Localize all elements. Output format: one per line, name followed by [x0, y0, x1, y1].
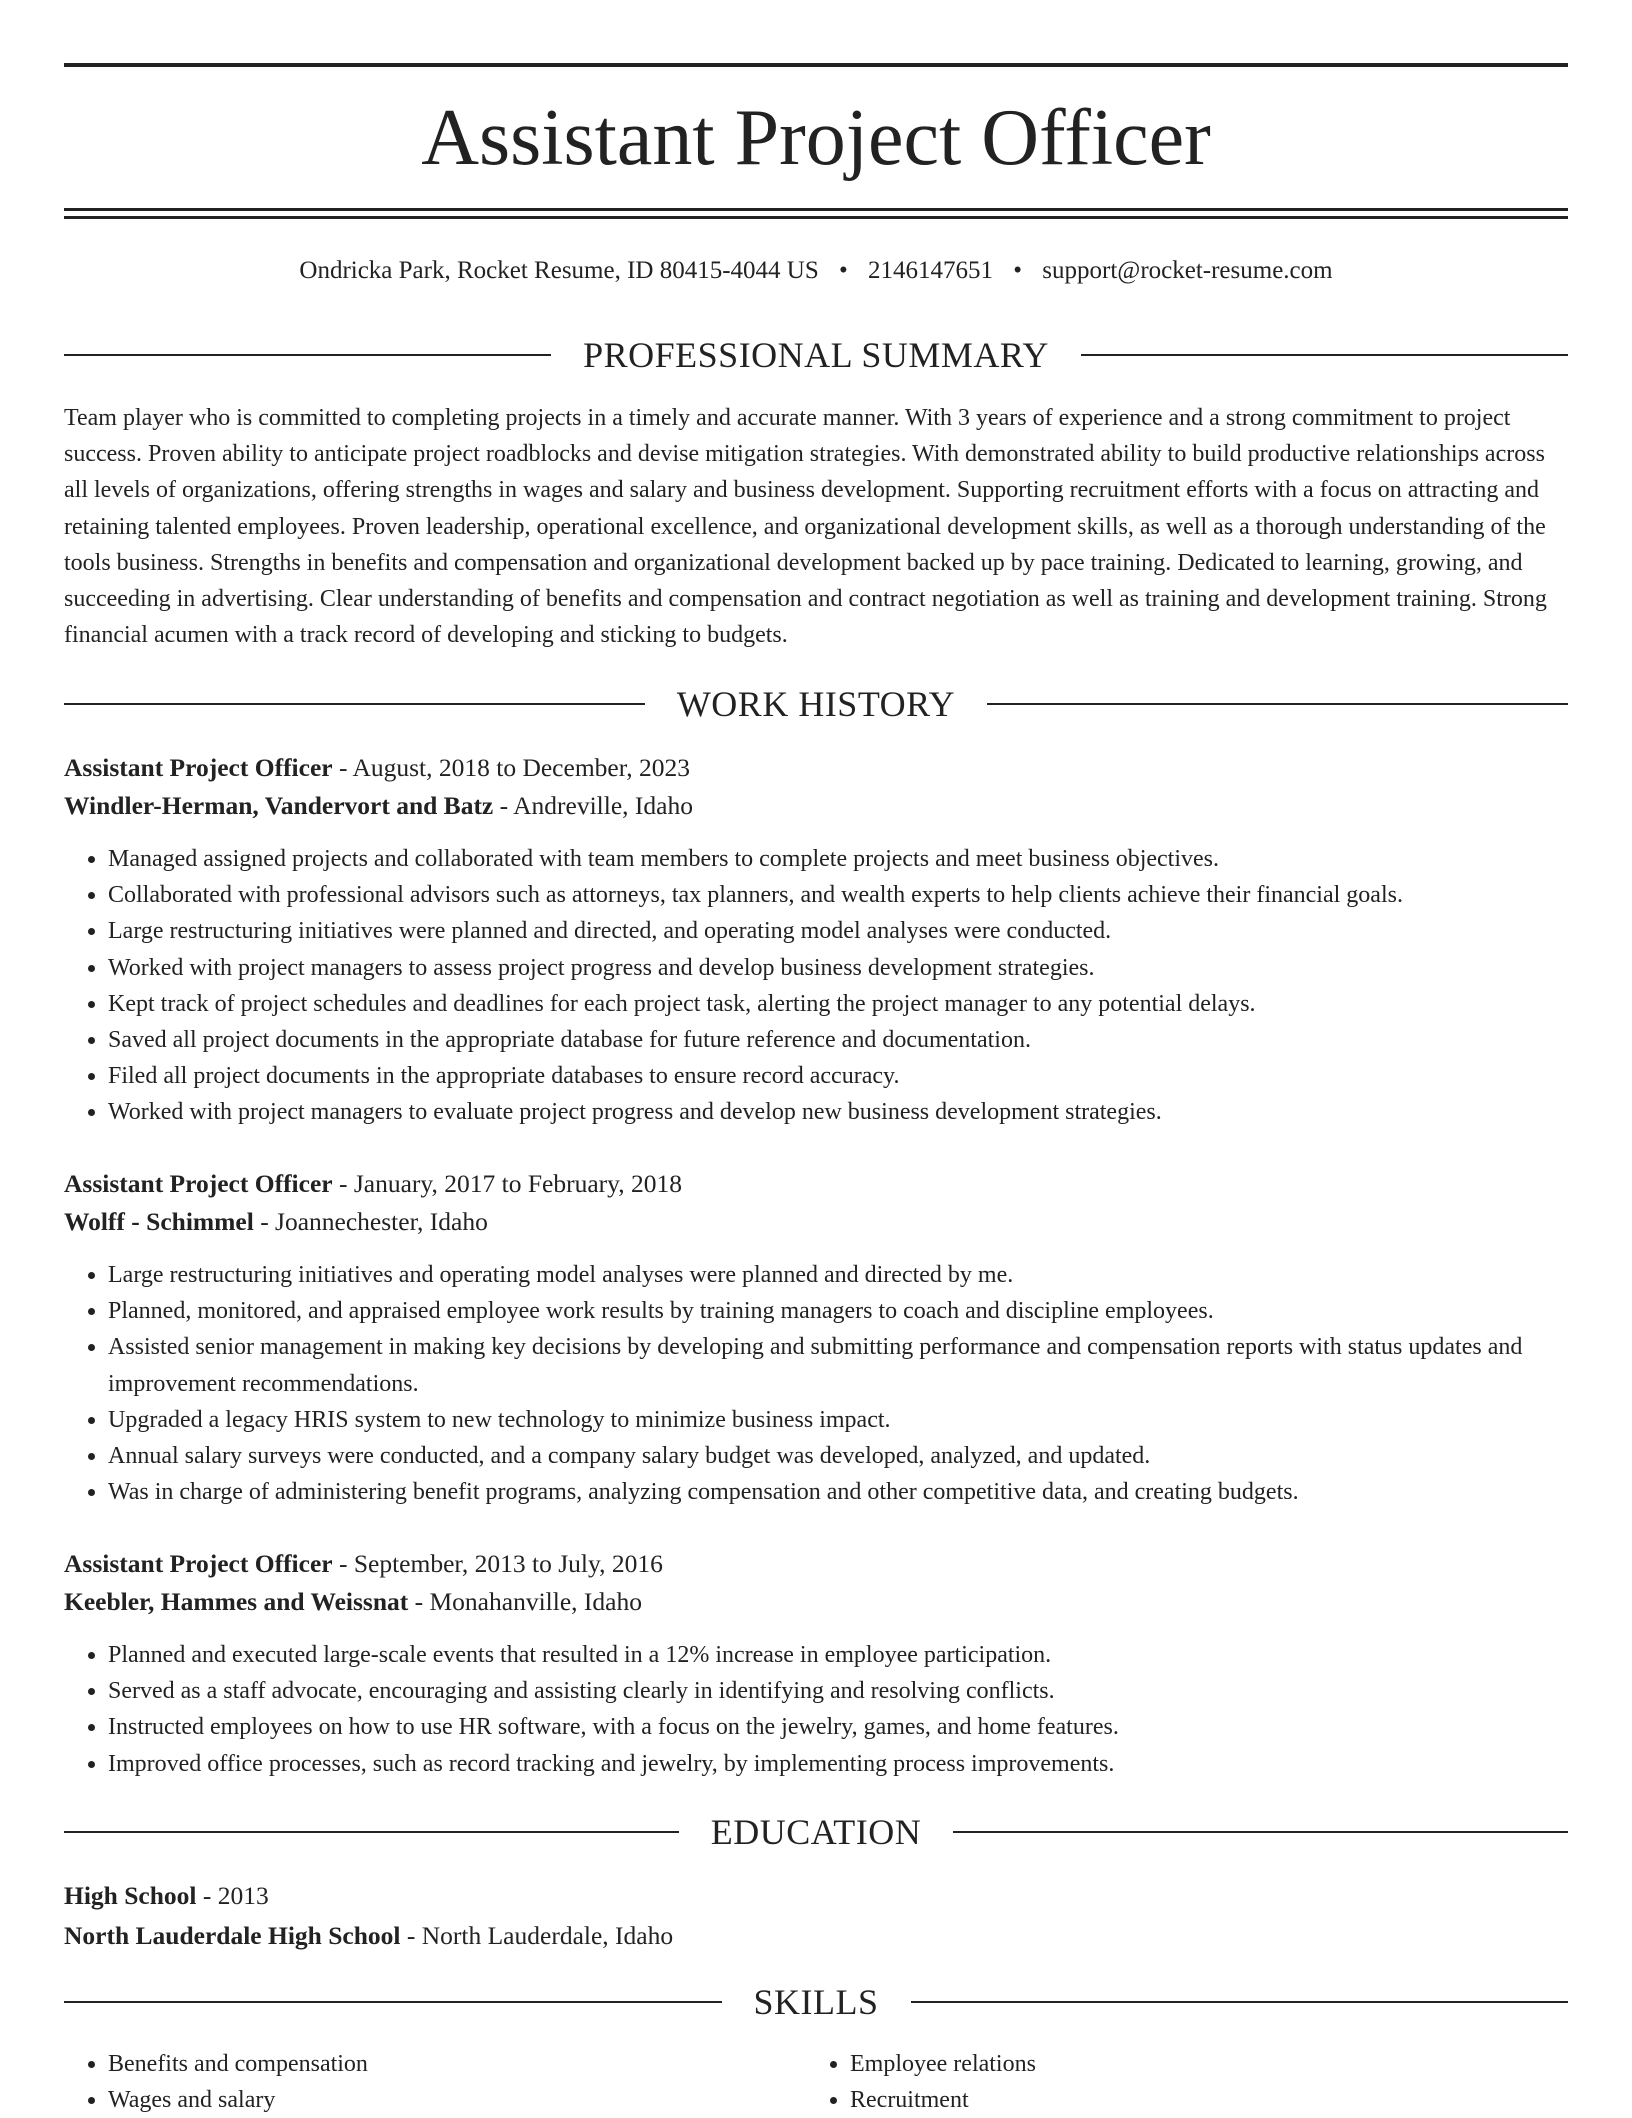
education-entry: [64, 1876, 1568, 1956]
contact-separator: •: [1013, 257, 1023, 284]
education-degree: High School: [64, 1881, 197, 1910]
list-item: • Instructed employees on how to use HR software, with a focus on the jewelry, games, and home features.: [108, 1709, 1568, 1745]
job-entry: [64, 749, 1568, 1131]
job-title: Assistant Project Officer: [64, 753, 333, 782]
job-dates: - September, 2013 to July, 2016: [332, 1549, 663, 1578]
divider: [64, 1831, 679, 1833]
job-entry: [64, 1165, 1568, 1510]
header-rule-2: [64, 216, 1568, 219]
list-item: • Collaborated with professional advisors such as attorneys, tax planners, and wealth experts to help clients achieve their financial goals.: [108, 877, 1568, 913]
job-entry: [64, 1545, 1568, 1782]
skills-list: [64, 2046, 1568, 2118]
education-year: - 2013: [196, 1881, 269, 1910]
job-company: Windler-Herman, Vandervort and Batz: [64, 791, 494, 820]
contact-separator: •: [839, 257, 848, 284]
list-item: • Large restructuring initiatives were planned and directed, and operating model analyses were conducted.: [108, 913, 1568, 949]
list-item: • Assisted senior management in making key decisions by developing and submitting performance and compensation reports with status updates and improvement recommendations.: [108, 1329, 1568, 1401]
list-item: • Annual salary surveys were conducted, and a company salary budget was developed, analyzed, and updated.: [108, 1438, 1568, 1474]
header-rule-1: [64, 208, 1568, 211]
list-item: • Planned, monitored, and appraised employee work results by training managers to coach and discipline employees.: [108, 1293, 1568, 1329]
job-company: Wolff - Schimmel: [64, 1207, 254, 1236]
skill-item: • Employee relations: [850, 2046, 1548, 2082]
job-location: - Monahanville, Idaho: [408, 1587, 642, 1616]
list-item: • Improved office processes, such as record tracking and jewelry, by implementing process improvements.: [108, 1746, 1568, 1782]
list-item: • Worked with project managers to assess project progress and develop business development strategies.: [108, 950, 1568, 986]
list-item: • Filed all project documents in the appropriate databases to ensure record accuracy.: [108, 1058, 1568, 1094]
contact-phone: 2146147651: [868, 257, 994, 284]
list-item: • Upgraded a legacy HRIS system to new technology to minimize business impact.: [108, 1402, 1568, 1438]
skill-item: • Recruitment: [850, 2082, 1548, 2118]
education-location: - North Lauderdale, Idaho: [400, 1921, 674, 1950]
list-item: • Served as a staff advocate, encouraging and assisting clearly in identifying and resolving conflicts.: [108, 1673, 1568, 1709]
contact-address: Ondricka Park, Rocket Resume, ID 80415-4044 US: [299, 257, 819, 284]
divider: [1081, 354, 1568, 356]
section-title: SKILLS: [753, 1982, 879, 2022]
job-bullets: [64, 841, 1568, 1131]
job-location: - Andreville, Idaho: [493, 791, 693, 820]
work-history-heading: [64, 684, 1568, 724]
list-item: • Large restructuring initiatives and operating model analyses were planned and directed by me.: [108, 1257, 1568, 1293]
summary-heading: [64, 335, 1568, 375]
skills-column-left: [64, 2046, 806, 2118]
divider: [953, 1831, 1568, 1833]
divider: [64, 703, 645, 705]
education-heading: [64, 1812, 1568, 1852]
divider: [64, 2001, 722, 2003]
job-dates: - January, 2017 to February, 2018: [332, 1169, 682, 1198]
section-title: WORK HISTORY: [676, 684, 956, 724]
resume-name: Assistant Project Officer: [421, 94, 1211, 182]
top-rule: [64, 63, 1568, 67]
skills-heading: [64, 1982, 1568, 2022]
divider: [64, 354, 551, 356]
skills-column-right: [806, 2046, 1548, 2118]
job-dates: - August, 2018 to December, 2023: [332, 753, 690, 782]
job-bullets: [64, 1637, 1568, 1782]
job-title: Assistant Project Officer: [64, 1549, 333, 1578]
list-item: • Was in charge of administering benefit programs, analyzing compensation and other competitive data, and creating budgets.: [108, 1474, 1568, 1510]
contact-line: [64, 254, 1568, 288]
skill-item: • Wages and salary: [108, 2082, 806, 2118]
job-bullets: [64, 1257, 1568, 1510]
list-item: • Kept track of project schedules and deadlines for each project task, alerting the project manager to any potential delays.: [108, 986, 1568, 1022]
section-title: EDUCATION: [710, 1812, 922, 1852]
divider: [987, 703, 1568, 705]
contact-email: support@rocket-resume.com: [1042, 257, 1333, 284]
skill-item: • Benefits and compensation: [108, 2046, 806, 2082]
divider: [911, 2001, 1569, 2003]
list-item: • Managed assigned projects and collaborated with team members to complete projects and meet business objectives.: [108, 841, 1568, 877]
list-item: • Worked with project managers to evaluate project progress and develop new business development strategies.: [108, 1094, 1568, 1130]
job-location: - Joannechester, Idaho: [253, 1207, 488, 1236]
list-item: • Saved all project documents in the appropriate database for future reference and documentation.: [108, 1022, 1568, 1058]
job-company: Keebler, Hammes and Weissnat: [64, 1587, 409, 1616]
education-school: North Lauderdale High School: [64, 1921, 401, 1950]
summary-text: Team player who is committed to completing projects in a timely and accurate manner. With 3 years of experience and a strong commitment to project success. Proven ability to anticipate project roadblocks and devise mitigation strategies. With demonstrated ability to build productive relationships across all levels of organizations, offering strengths in wages and salary and business development. Supporting recruitment efforts with a focus on attracting and retaining talented employees. Proven leadership, operational excellence, and organizational development skills, as well as a thorough understanding of the tools business. Strengths in benefits and compensation and organizational development backed up by pace training. Dedicated to learning, growing, and succeeding in advertising. Clear understanding of benefits and compensation and contract negotiation as well as training and development training. Strong financial acumen with a track record of developing and sticking to budgets.: [64, 405, 1547, 649]
list-item: • Planned and executed large-scale events that resulted in a 12% increase in employee participation.: [108, 1637, 1568, 1673]
job-title: Assistant Project Officer: [64, 1169, 333, 1198]
section-title: PROFESSIONAL SUMMARY: [583, 335, 1049, 375]
